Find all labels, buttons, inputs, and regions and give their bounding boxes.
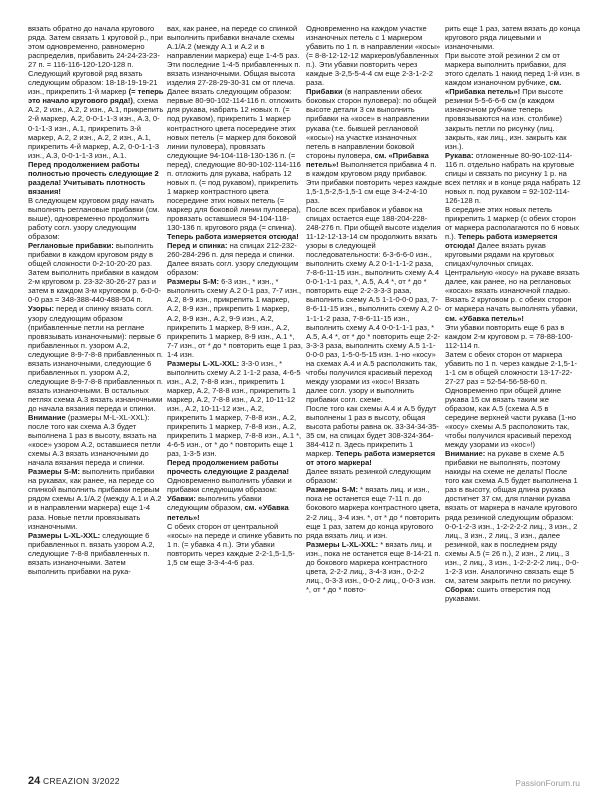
- bold-text: Перед продолжением работы полностью прочесть следующие 2 раздела! Учитывать плотность вязания!: [28, 159, 159, 196]
- paragraph: [445, 151, 581, 205]
- bold-text: см. «Прибавка петель»!: [445, 78, 562, 97]
- body-text: выполнить убавки следующим образом,: [167, 494, 262, 513]
- paragraph: [28, 160, 164, 196]
- bold-text: см. «Убавка петель»!: [167, 503, 289, 522]
- body-text: на спицах 212-232-260-284-296 п. для переда и спинки. Далее вязать согл. узору следующим образом:: [167, 241, 299, 278]
- body-text: При высоте резинки 5-5-6-6-6 см (в каждом изнаночном рубчике теперь провязываются на изн. столбике) закрыть петли по рисунку (лиц. закрыть, как лиц., изн. закрыть как изн.).: [445, 87, 567, 151]
- body-text: (в направлении обеих боковых сторон пуловера): по общей высоте детали 3 см выполнить прибавки на «косе» в направлении рукава (т.е. бывшей реглановой «косы») на участке изнаночных петель в направлении боковой стороны пуловера,: [306, 87, 437, 160]
- bold-text: Сборка:: [445, 584, 475, 594]
- paragraph: [306, 540, 442, 594]
- body-text: рить еще 1 раз, затем вязать до конца кругового ряда лицевыми и изнаночными.: [445, 24, 581, 52]
- body-text: сшить отверстия под рукавами.: [445, 584, 551, 603]
- bold-text: Теперь работа измеряется от этого маркера!: [306, 449, 436, 468]
- paragraph: [28, 304, 164, 413]
- bold-text: Рукава:: [445, 150, 474, 160]
- paragraph: [167, 476, 303, 494]
- body-text: перед и спинку вязать согл. узору следующим образом (прибавленные петли на реглане провязывать изнаночными): первые 6 прибавленных п. узором А.2, следующие 8-9-7-8-8 прибавленных п. вязать изнаночными, следующие 6 прибавленных п. узором А.2, следующие 8-9-7-8-8 прибавленных п. вязать изнаночными. В остальных петлях схема А.3 вязать изнаночными до начала вязания переда и спинки.: [28, 304, 163, 413]
- paragraph: [306, 24, 442, 87]
- paragraph: [167, 522, 303, 567]
- paragraph: [167, 277, 303, 358]
- bold-text: Внимание: [28, 413, 66, 423]
- bold-text: см. «Прибавка петель»!: [306, 150, 429, 169]
- paragraph: [28, 196, 164, 241]
- site-watermark: PassionForum.ru: [515, 778, 580, 788]
- paragraph: [167, 241, 303, 277]
- body-text: Эти убавки повторить еще 6 раз в каждом 2-м круговом р. = 78-88-100-112-114 п.: [445, 322, 573, 350]
- paragraph: [28, 531, 164, 576]
- body-text: Далее вязать резинкой следующим образом:: [306, 467, 431, 486]
- page-footer: [28, 775, 120, 788]
- paragraph: [445, 205, 581, 323]
- body-text: После всех прибавок и убавок на спицах остается еще 188-204-228-248-276 п. При общей высоте изделия 11-12-12-13-14 см продолжить вязать узоры в следующей последовательности: 6-3-6-6-0 изн., выполнить схему А.2 0-1-1-1-2 раза, 7-8-6-11-15 изн., выполнить схему А.4 0-0-1-1-1 раз, *, А.5, А.4 *, от * до * повторить еще 2-2-3-3-3 раза, выполнить схему А.5 1-1-0-0-0 раз, 7-8-6-11-15 изн., выполнить схему А.2 0-1-1-1-2 раза, 7-8-6-11-15 изн., выполнить схему А.4 0-0-1-1-1 раз, * А.5, А.4 *, от * до * повторить еще 2-2-3-3-3 раза, выполнить схему А.5 1-1-0-0-0 раз, 1-5-0-5-15 изн. 1-но «косу» на схемах А.4 и А.5 расположить так, чтобы получился красивый переход между узорами из «кос»! Вязать далее согл. узору и выполнить прибавки согл. схеме.: [306, 204, 442, 404]
- paragraph: [28, 413, 164, 467]
- paragraph: [445, 24, 581, 51]
- paragraph: [167, 359, 303, 459]
- bold-text: Размеры S-M:: [28, 467, 81, 477]
- body-text: 6-3 изн., * изн., * выполнить схему А.2 0-1 раз, 7-7 изн., А.2, 8-9 изн., прикрепить 1 маркер, А.2, 8-9 изн., прикрепить 1 маркер, А.2, 8-9 изн., А.2, 9-9 изн., А.2, прикрепить 1 маркер, 8-9 изн., А.2, прикрепить 1 маркер, 8-9 изн., А.1 *, 7-7 изн., от * до * повторить еще 1 раз, 1-4 изн.: [167, 277, 303, 359]
- magazine-issue: CREAZION 3/2022: [43, 776, 120, 786]
- bold-text: Перед продолжением работы прочесть следующие 2 раздела!: [167, 458, 290, 477]
- paragraph: [28, 69, 164, 159]
- bold-text: Размеры L-XL-XXL:: [306, 539, 379, 549]
- bold-text: Внимание:: [445, 449, 486, 459]
- body-text: * вязать лиц. и изн., пока не останется еще 7-11 п. до бокового маркера контрастного цвета, 2-2 лиц., 3-4 изн. *, от * до * повторить еще 1 раз, затем до конца кругового ряда вязать лиц. и изн.: [306, 485, 441, 540]
- body-text: В следующем круговом ряду начать выполнять реглановые прибавки (см. выше), одновременно продолжить работу согл. узору следующим образом:: [28, 195, 160, 242]
- body-text: отложенные 80-90-102-114-116 п. отдельно набрать на круговые спицы и связать по рисунку 1 р. на всех петлях и в конце ряда набрать 12 новых п. под рукавом = 92-102-114-126-128 п.: [445, 150, 581, 205]
- bold-text: Размеры L-XL-XXL:: [28, 530, 101, 540]
- paragraph: [167, 458, 303, 476]
- paragraph: [306, 205, 442, 404]
- text-column-3: [306, 24, 442, 770]
- bold-text: Размеры S-M:: [306, 485, 359, 495]
- bold-text: Убавки:: [167, 494, 196, 504]
- paragraph: [306, 467, 442, 485]
- bold-text: Теперь работа измеряется отсюда!: [167, 232, 299, 242]
- bold-text: Узоры:: [28, 304, 55, 314]
- body-text: вязать обратно до начала кругового ряда. Затем связать 1 круговой р., при этом одновременно, равномерно распределив, прибавить 24-24-23-23-27 п. = 116-116-120-120-128 п.: [28, 24, 163, 70]
- paragraph: [445, 323, 581, 350]
- body-text: Далее вязать рукав круговыми рядами на круговых спицах/чулочных спицах. Центральную «косу» на рукаве вязать далее, как ранее, но на реглановых «косах» вязать изнаночной гладью. Вязать 2 круговом р. с обеих сторон от маркера начать выполнять убавки,: [445, 241, 580, 314]
- paragraph: [306, 485, 442, 539]
- paragraph: [445, 585, 581, 603]
- bold-text: Реглановые прибавки:: [28, 241, 114, 251]
- bold-text: Размеры L-XL-XXL:: [167, 358, 240, 368]
- body-text: Затем с обеих сторон от маркера убавить по 1 п. через каждые 2-1,5-1-1-1 см в общей сложности 13-17-22-27-27 раз = 52-54-56-58-60 п. Одновременно при общей длине рукава 15 см вязать таким же образом, как А.5 (схема А.5 в середине верхней части рукава (1-но «косу» схемы А.5 расположить так, чтобы получился красивый переход между узорами из «кос»!): [445, 349, 578, 450]
- body-text: Одновременно выполнить убавки и прибавки следующим образом:: [167, 476, 292, 495]
- body-text: вах, как ранее, на переде со спинкой выполнить прибавки вначале схемы А.1/А.2 (между А.1 и А.2 и в направлении маркера) еще 1-4-5 раз. Эти последние 1-4-5 прибавленных п. вязать изнаночными. Общая высота изделия 27-28-29-30-31 см от плеча. Далее вязать следующим образом: первые 80-90-102-114-116 п. отложить для рукава, набрать 12 новых п. (= под рукавом), прикрепить 1 маркер контрастного цвета посередине этих новых петель (= маркер для боковой линии пуловера), провязать следующие 94-104-118-130-136 п. (= перед), следующие 80-90-102-114-116 п. отложить для рукава, набрать 12 новых п. (= под рукавом), прикрепить 1 маркер контрастного цвета посередине этих новых петель (= маркер для боковой линии пуловера), провязать оставшиеся 94-104-118-130-136 п. кругового ряда (= спинка).: [167, 24, 302, 233]
- body-text: Следующий круговой ряд вязать следующим образом: 18-18-19-19-21 изн., прикрепить 1-й маркер: [28, 69, 158, 97]
- body-text: (размеры M-L-XL-XXL): после того как схема А.3 будет выполнена 1 раз в высоту, вязать на «косе» узором А.2, оставшиеся петли схемы А.3 вязать изнаночными до начала вязания переда и спинки.: [28, 413, 161, 468]
- body-text: 3-3-0 изн., * выполнить схему А.2 1-1-2 раза, 4-6-5 изн., А.2, 7-8-8 изн., прикрепить 1 маркер, А.2, 7-8-8 изн., прикрепить 1 маркер, А.2, 7-8-8 изн., А.2, 10-11-12 изн., А.2, 10-11-12 изн., А.2, прикрепить 1 маркер, 7-8-8 изн., А.2, прикрепить 1 маркер, 7-8-8 изн., А.2, прикрепить 1 маркер, 7-8-8 изн., А.1 *, 4-6-5 изн., от * до * повторить еще 1 раз, 1-3-5 изн.: [167, 358, 302, 459]
- paragraph: [306, 404, 442, 467]
- text-column-1: [28, 24, 164, 770]
- body-text: выполнить прибавки в каждом круговом ряду в общей сложности 0-2-10-20-20 раз. Затем выполнить прибавки в каждом 2-м круговом р. 23-32-30-26-27 раз и затем в каждом 3-м круговом р. 6-0-0-0-0 раз = 348-388-440-488-504 п.: [28, 241, 161, 305]
- body-text: В середине этих новых петель прикрепить 1 маркер (с обеих сторон от маркера располагаются по 6 новых п.).: [445, 204, 579, 242]
- text-column-2: [167, 24, 303, 770]
- body-text: на рукаве в схеме А.5 прибавки не выполнять, поэтому накиды на схеме не делать! После того как схема А.5 будет выполнена 1 раз в высоту, общая длина рукава достигнет 37 см, для планки рукава вязать от маркера в начале кругового ряда резинкой следующим образом: 0-0-1-2-3 изн., 1-2-2-2-2 лиц., 3 изн., 2 лиц., 3 изн., 2 лиц., 3 изн., далее резинкой, как в последнем ряду схемы А.5 (= 26 п.), 2 изн., 2 лиц., 3 изн., 2 лиц., 3 изн., 1-2-2-2-2 лиц., 0-0-1-2-3 изн. Аналогично связать еще 5 см, затем закрыть петли по рисунку.: [445, 449, 579, 585]
- body-text: выполнить прибавки на рукавах, как ранее, на переде со спинкой выполнить прибавки первым рядом схемы А.1/А.2 (между А.1 и А.2 и в направлении маркера) еще 1-4 раза. Новые петли провязывать изнаночными.: [28, 467, 162, 531]
- paragraph: [167, 24, 303, 241]
- bold-text: Прибавки: [306, 87, 343, 97]
- body-text: Одновременно на каждом участке изнаночных петель с 1 маркером убавить по 1 п. в направлении «косы» (= 8-8-12-12-12 маркеров/убавленных п.). Эти убавки повторить через каждые 3-2,5-5-4-4 см еще 2-3-1-2-2 раза.: [306, 24, 441, 88]
- body-text: Выполняется прибавка 4 п. в каждом круговом ряду прибавок. Эти прибавки повторить через каждые 1,5-1,5-2,5-1,5-1 см еще 3-4-2-4-10 раз.: [306, 159, 442, 205]
- body-text: , схема А.2, 2 изн., А.2, 2 изн., А.1, прикрепить 2-й маркер, А.2, 0-0-1-1-3 изн., А.3, 0-0-1-1-3 изн., А.1, прикрепить 3-й маркер, А.2, 2 изн., А.2, 2 изн., А.1, прикрепить 4-й маркер, А.2, 0-0-1-1-3 изн., А.3, 0-0-1-1-3 изн., А.1.: [28, 96, 164, 160]
- paragraph: [28, 241, 164, 304]
- bold-text: см. «Убавка петель»!: [445, 313, 524, 323]
- paragraph: [306, 87, 442, 205]
- paragraph: [28, 24, 164, 69]
- paragraph: [445, 51, 581, 151]
- body-text: При высоте этой резинки 2 см от маркера выполнить прибавки, для этого сделать 1 накид перед 1-й изн. в каждом изнаночном рубчике,: [445, 51, 580, 88]
- body-text: следующие 6 прибавленных п. вязать узором А.2, следующие 7-8-8 прибавленных п. вязать изнаночными. Затем выполнить прибавки на рука-: [28, 530, 155, 576]
- paragraph: [445, 449, 581, 585]
- paragraph: [167, 494, 303, 521]
- paragraph: [28, 467, 164, 530]
- body-text: После того как схемы А.4 и А.5 будут выполнены 1 раз в высоту, общая высота работы равна ок. 33-34-34-35-35 см, на спицах будет 308-324-364-384-412 п. Здесь прикрепить 1 маркер.: [306, 403, 439, 459]
- page-number: 24: [28, 775, 41, 787]
- bold-text: (= теперь это начало кругового ряда!): [28, 87, 164, 106]
- body-text: С обеих сторон от центральной «косы» на переде и спинке убавить по 1 п. (= убавка 4 п.). Эти убавки повторить через каждые 2-2-1,5-1,5-1,5 см еще 3-3-4-4-6 раз.: [167, 521, 303, 567]
- text-column-4: [445, 24, 581, 770]
- body-text: * вязать лиц. и изн., пока не останется еще 8-14-21 п. до бокового маркера контрастного цвета, 2-2-2 лиц., 3-4-3 изн., 0-2-2 лиц., 0-3-3 изн., 0-0-2 лиц., 0-0-3 изн. *, от * до * повто-: [306, 539, 441, 594]
- bold-text: Перед и спинка:: [167, 241, 228, 251]
- paragraph: [445, 350, 581, 450]
- bold-text: Теперь работа измеряется отсюда!: [445, 232, 558, 251]
- bold-text: Размеры S-M:: [167, 277, 220, 287]
